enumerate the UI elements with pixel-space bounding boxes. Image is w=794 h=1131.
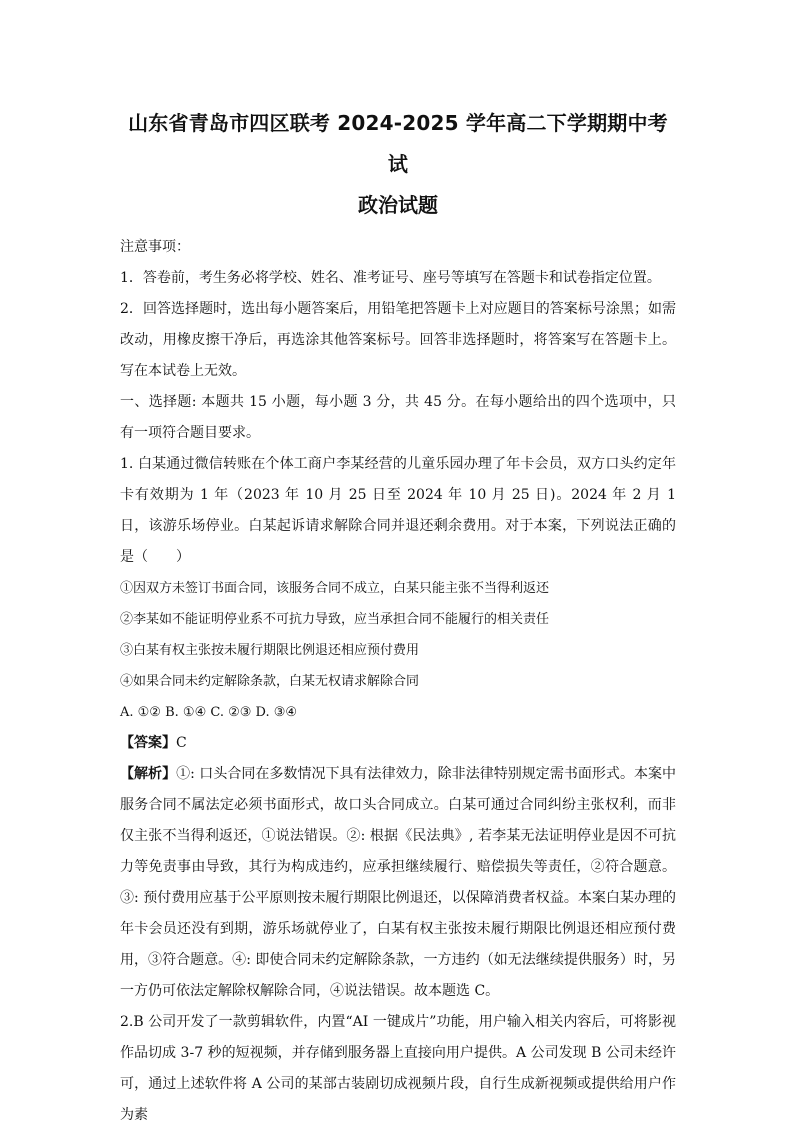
question-1-option-1: ①因双方未签订书面合同，该服务合同不成立，白某只能主张不当得利返还: [120, 581, 550, 596]
section-heading: 一、选择题: 本题共 15 小题，每小题 3 分，共 45 分。在每小题给出的四个选项中，只有一项符合题目要求。: [120, 394, 676, 441]
question-1-option-2: ②李某如不能证明停业系不可抗力导致，应当承担合同不能履行的相关责任: [120, 612, 550, 627]
analysis-text: ①: 口头合同在多数情况下具有法律效力，除非法律特别规定需书面形式。本案中服务合同不属法定必须书面形式，故口头合同成立。白某可通过合同纠纷主张权利，而非仅主张不当得利返还，①说法错误。②: 根据《民法典》, 若李某无法证明停业是因不可抗力等免责事由导致，其行为构成违约，应承担继续履行、赔偿损失等责任，②符合题意。③: 预付费用应基于公平原则按未履行期限比例退还，以保障消费者权益。本案白某办理的年卡会员还没有到期，游乐场就停业了，白某有权主张按未履行期限比例退还相应预付费用，③符合题意。④: 即使合同未约定解除条款，一方违约（如无法继续提供服务）时，另一方仍可依法定解除权解除合同，④说法错误。故本题选 C。: [120, 766, 677, 999]
question-1-option-3: ③白某有权主张按未履行期限比例退还相应预付费用: [120, 643, 420, 658]
notice-item-2: 2．回答选择题时，选出每小题答案后，用铅笔把答题卡上对应题目的答案标号涂黑；如需改动，用橡皮擦干净后，再选涂其他答案标号。回答非选择题时，将答案写在答题卡上。写在本试卷上无效。: [120, 301, 676, 379]
question-2-stem: 2.B 公司开发了一款剪辑软件，内置“AI 一键成片”功能，用户输入相关内容后，可将影视作品切成 3-7 秒的短视频，并存储到服务器上直接向用户提供。A 公司发现 B 公司未经许可，通过上述软件将 A 公司的某部古装剧切成视频片段，自行生成新视频或提供给用户作为素: [120, 1014, 676, 1123]
document-page: [120, 103, 676, 1131]
page-title: 山东省青岛市四区联考 2024-2025 学年高二下学期期中考试: [128, 111, 668, 176]
answer-label: 【答案】: [120, 735, 176, 751]
page-subtitle: 政治试题: [358, 193, 438, 217]
question-1-choices: A. ①② B. ①④ C. ②③ D. ③④: [120, 705, 298, 720]
analysis-label: 【解析】: [120, 766, 177, 782]
answer-value: C: [176, 735, 187, 751]
question-1-option-4: ④如果合同未约定解除条款，白某无权请求解除合同: [120, 674, 420, 689]
question-1-stem: 1. 白某通过微信转账在个体工商户李某经营的儿童乐园办理了年卡会员，双方口头约定年卡有效期为 1 年（2023 年 10 月 25 日至 2024 年 10 月 25 日)。2024 年 2 月 1 日，该游乐场停业。白某起诉请求解除合同并退还剩余费用。对于本案，下列说法正确的是（ ）: [120, 456, 676, 565]
notice-item-1: 1．答卷前，考生务必将学校、姓名、准考证号、座号等填写在答题卡和试卷指定位置。: [120, 270, 661, 286]
question-1-answer: [120, 728, 676, 759]
question-1-analysis: [120, 759, 676, 1007]
notice-heading: 注意事项：: [120, 239, 190, 255]
